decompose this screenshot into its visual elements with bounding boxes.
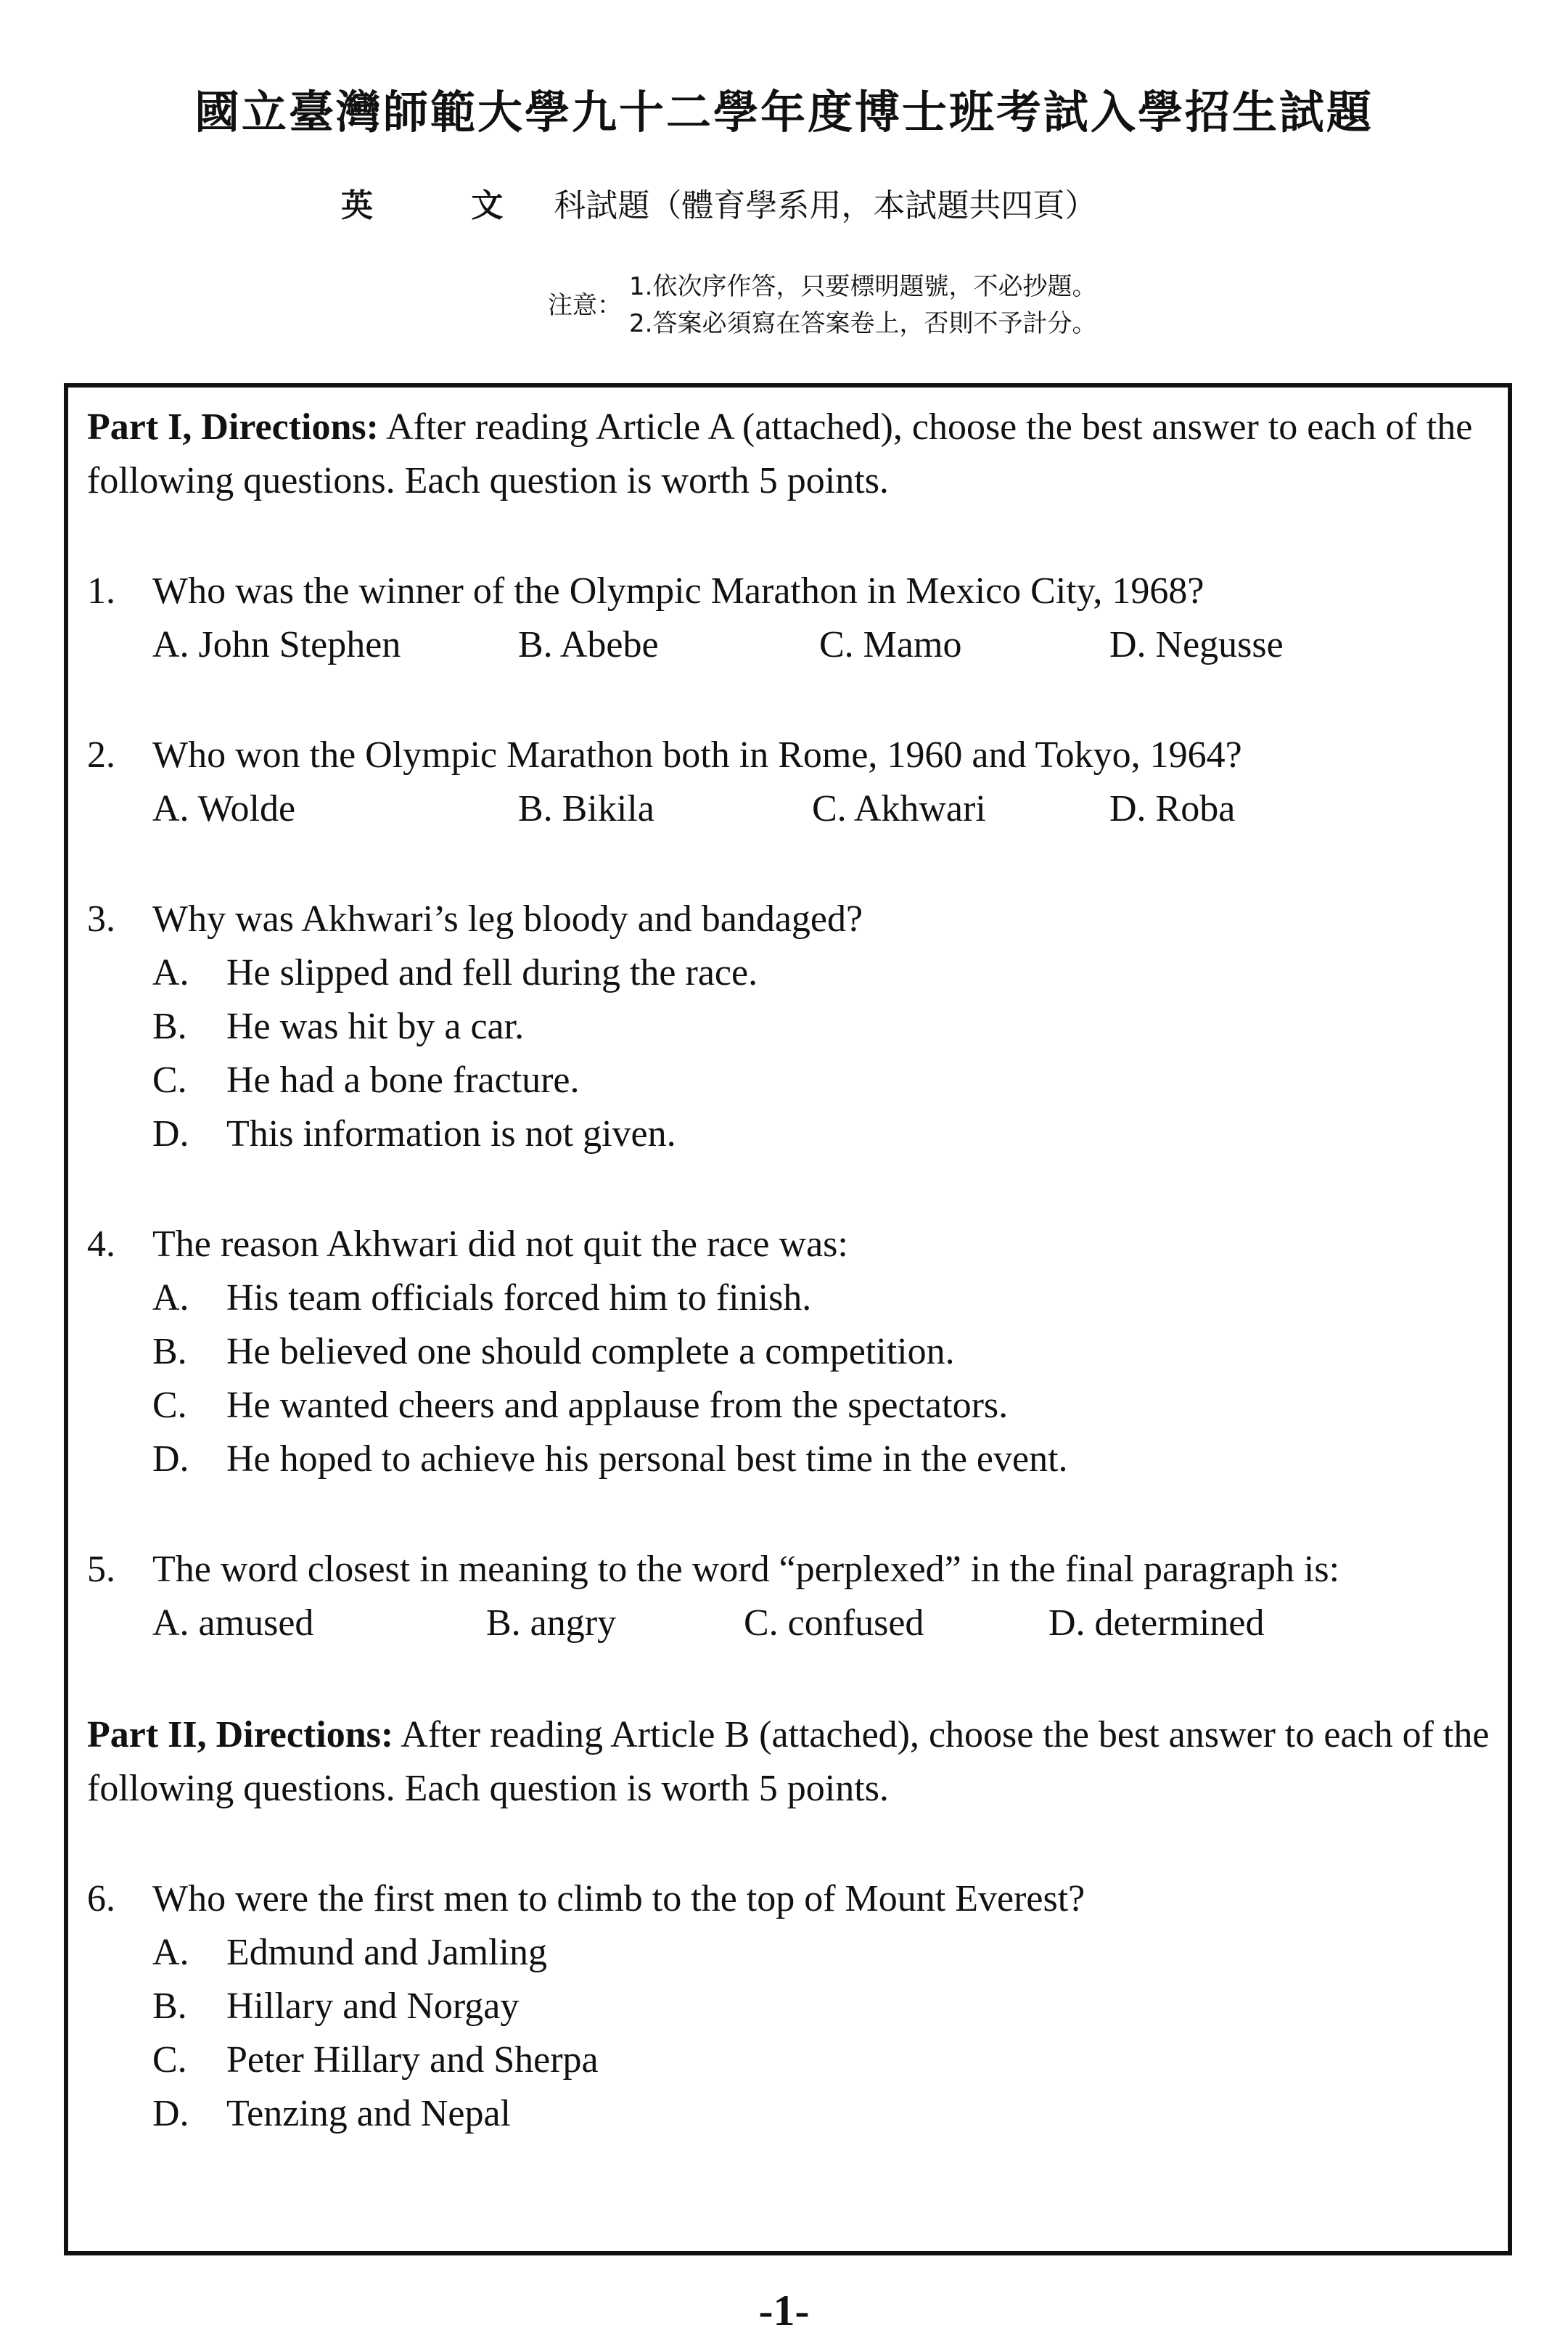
option-letter: B. bbox=[152, 1985, 187, 2027]
option-b bbox=[152, 1980, 1495, 2033]
option-a: A. amused bbox=[152, 1602, 314, 1644]
option-b: B. angry bbox=[486, 1602, 617, 1644]
option-letter: B. bbox=[152, 1331, 187, 1372]
question-number: 1. bbox=[87, 570, 115, 612]
question-5 bbox=[87, 1543, 1495, 1650]
option-list bbox=[152, 1597, 1495, 1650]
option-text: He believed one should complete a competition. bbox=[226, 1331, 955, 1372]
option-c bbox=[152, 2033, 1495, 2087]
subtitle-text: 科試題（體育學系用，本試題共四頁） bbox=[554, 187, 1097, 224]
option-d bbox=[152, 2087, 1495, 2141]
option-text: Hillary and Norgay bbox=[226, 1985, 520, 2027]
option-text: He was hit by a car. bbox=[226, 1006, 525, 1047]
option-letter: D. bbox=[152, 2093, 189, 2134]
page-number: -1- bbox=[758, 2287, 810, 2335]
part2-heading: Part II, Directions: bbox=[87, 1714, 394, 1755]
option-letter: A. bbox=[152, 1277, 189, 1319]
question-text: Why was Akhwari’s leg bloody and bandaged? bbox=[152, 898, 863, 940]
option-text: He had a bone fracture. bbox=[226, 1060, 580, 1101]
question-number: 6. bbox=[87, 1878, 115, 1919]
option-c: C. Akhwari bbox=[812, 788, 986, 829]
question-1 bbox=[87, 565, 1495, 672]
option-c: C. confused bbox=[744, 1602, 924, 1644]
question-text: The word closest in meaning to the word “perplexed” in the final paragraph is: bbox=[152, 1549, 1340, 1590]
page-title: 國立臺灣師範大學九十二學年度博士班考試入學招生試題 bbox=[194, 86, 1374, 139]
option-c bbox=[152, 1054, 1495, 1107]
question-number: 4. bbox=[87, 1224, 115, 1265]
question-number: 2. bbox=[87, 734, 115, 776]
option-d: D. Negusse bbox=[1109, 624, 1284, 665]
notice-line-2: 2.答案必須寫在答案卷上，否則不予計分。 bbox=[629, 309, 1097, 338]
question-6 bbox=[87, 1872, 1495, 2141]
question-text: The reason Akhwari did not quit the race was: bbox=[152, 1224, 848, 1265]
part1-heading: Part I, Directions: bbox=[87, 406, 379, 448]
option-letter: D. bbox=[152, 1113, 189, 1155]
question-text: Who was the winner of the Olympic Marathon in Mexico City, 1968? bbox=[152, 570, 1204, 612]
notice-block bbox=[548, 269, 1096, 343]
question-3 bbox=[87, 893, 1495, 1161]
option-text: He slipped and fell during the race. bbox=[226, 952, 758, 993]
option-c bbox=[152, 1379, 1495, 1433]
option-letter: A. bbox=[152, 952, 189, 993]
option-letter: C. bbox=[152, 1060, 187, 1101]
exam-subtitle bbox=[341, 187, 1096, 226]
questions-content bbox=[87, 401, 1495, 2141]
option-text: He hoped to achieve his personal best time in the event. bbox=[226, 1438, 1068, 1480]
option-letter: C. bbox=[152, 1385, 187, 1426]
option-a: A. Wolde bbox=[152, 788, 296, 829]
question-text: Who were the first men to climb to the top of Mount Everest? bbox=[152, 1878, 1085, 1919]
question-4 bbox=[87, 1218, 1495, 1486]
question-text: Who won the Olympic Marathon both in Rome, 1960 and Tokyo, 1964? bbox=[152, 734, 1242, 776]
option-text: Peter Hillary and Sherpa bbox=[226, 2039, 599, 2081]
option-letter: A. bbox=[152, 1932, 189, 1973]
option-text: His team officials forced him to finish. bbox=[226, 1277, 812, 1319]
option-d bbox=[152, 1433, 1495, 1486]
option-b bbox=[152, 1000, 1495, 1054]
option-d: D. Roba bbox=[1109, 788, 1236, 829]
option-text: He wanted cheers and applause from the spectators. bbox=[226, 1385, 1009, 1426]
option-a: A. John Stephen bbox=[152, 624, 401, 665]
subject-label: 英 文 bbox=[341, 187, 547, 224]
notice-label: 注意： bbox=[548, 290, 622, 320]
option-b bbox=[152, 1325, 1495, 1379]
question-2 bbox=[87, 729, 1495, 836]
option-letter: C. bbox=[152, 2039, 187, 2081]
option-list bbox=[152, 618, 1495, 672]
option-a bbox=[152, 1271, 1495, 1325]
option-a bbox=[152, 946, 1495, 1000]
notice-line-1: 1.依次序作答，只要標明題號，不必抄題。 bbox=[629, 272, 1097, 301]
option-d: D. determined bbox=[1048, 1602, 1265, 1644]
question-number: 5. bbox=[87, 1549, 115, 1590]
option-text: Edmund and Jamling bbox=[226, 1932, 547, 1973]
option-letter: B. bbox=[152, 1006, 187, 1047]
question-number: 3. bbox=[87, 898, 115, 940]
option-a bbox=[152, 1926, 1495, 1980]
part1-directions bbox=[87, 401, 1495, 508]
part2-text: After reading Article B (attached), choose the best answer to each of the following questions. Each question is worth 5 points. bbox=[87, 1714, 1490, 1809]
option-b: B. Bikila bbox=[518, 788, 654, 829]
part2-directions bbox=[87, 1708, 1495, 1816]
option-letter: D. bbox=[152, 1438, 189, 1480]
option-d bbox=[152, 1107, 1495, 1161]
notice-lines bbox=[629, 269, 1096, 343]
option-list bbox=[152, 782, 1495, 836]
option-text: This information is not given. bbox=[226, 1113, 676, 1155]
part1-text: After reading Article A (attached), choose the best answer to each of the following questions. Each question is worth 5 points. bbox=[87, 406, 1473, 501]
option-b: B. Abebe bbox=[518, 624, 659, 665]
option-text: Tenzing and Nepal bbox=[226, 2093, 511, 2134]
option-c: C. Mamo bbox=[819, 624, 962, 665]
